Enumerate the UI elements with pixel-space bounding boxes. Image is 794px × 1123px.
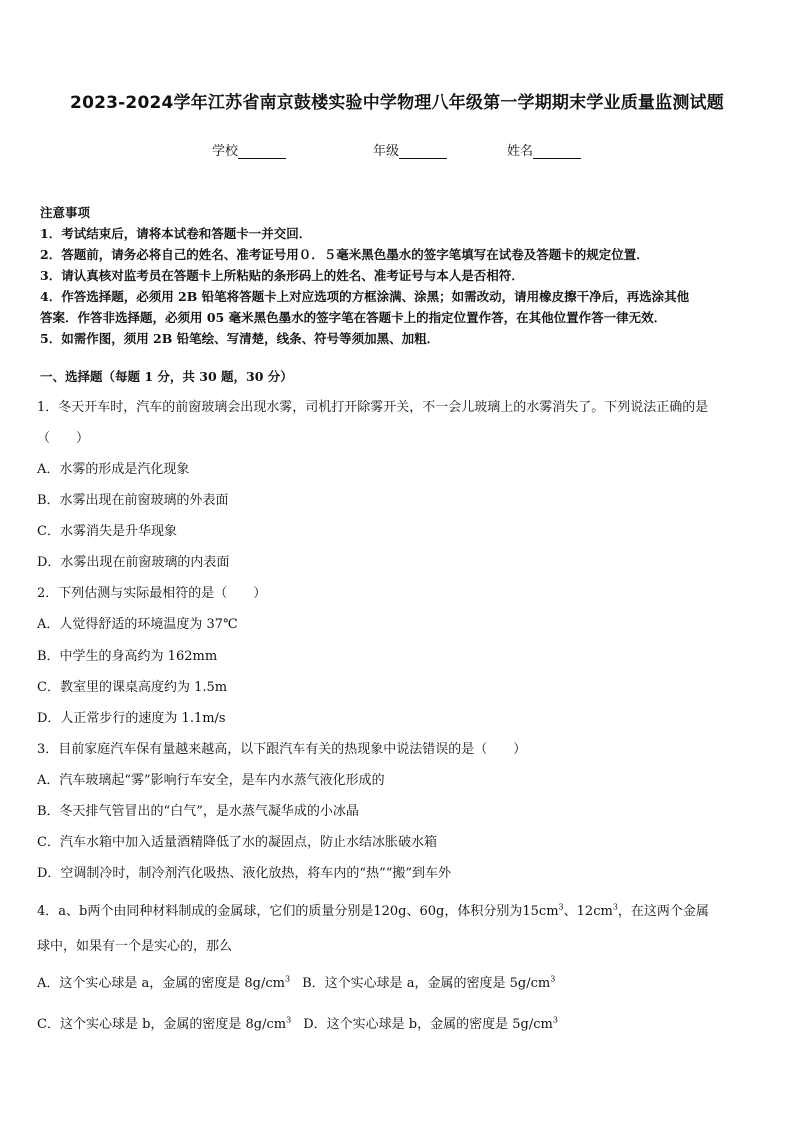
superscript-3: 3 <box>612 902 618 912</box>
q4-stem-part: ，体积分别为 <box>444 904 523 919</box>
superscript-3: 3 <box>558 902 564 912</box>
q4-stem <box>37 900 709 919</box>
q2-option-d: D．人正常步行的速度为 1.1m/s <box>37 711 226 726</box>
q2-option-b: B．中学生的身高约为 162mm <box>37 649 218 664</box>
exam-title: 2023-2024学年江苏省南京鼓楼实验中学物理八年级第一学期期末学业质量监测试题 <box>70 93 724 113</box>
q2-stem: 2．下列估测与实际最相符的是（ ） <box>37 586 267 601</box>
school-label: 学校 <box>212 144 239 159</box>
instruction-item: 5．如需作图，须用 2B 铅笔绘、写清楚，线条、符号等须加黑、加粗． <box>40 331 440 346</box>
q4-sep: 、 <box>563 904 577 919</box>
grade-field <box>373 140 447 159</box>
section-heading: 一、选择题（每题 1 分，共 30 题，30 分） <box>40 369 293 384</box>
name-blank <box>533 144 581 159</box>
q3-stem: 3．目前家庭汽车保有量越来越高，以下跟汽车有关的热现象中说法错误的是（ ） <box>37 742 527 757</box>
q1-option-d: D．水雾出现在前窗玻璃的内表面 <box>37 555 230 570</box>
superscript-3: 3 <box>286 1015 292 1025</box>
q4-options-row-1 <box>37 972 555 991</box>
q4-stem-part: 4．a、b两个由同种材料制成的金属球，它们的质量分别是 <box>37 904 374 919</box>
instruction-item: 4．作答选择题，必须用 2B 铅笔将答题卡上对应选项的方框涂满、涂黑；如需改动，请用橡皮擦干净后，再选涂其他 <box>40 289 690 304</box>
instructions <box>40 202 760 349</box>
grade-label: 年级 <box>373 144 400 159</box>
instruction-item: 3．请认真核对监考员在答题卡上所粘贴的条形码上的姓名、准考证号与本人是否相符． <box>40 268 524 283</box>
q4-option-b: B．这个实心球是 a，金属的密度是 5g/cm <box>302 976 551 991</box>
q3-option-a: A．汽车玻璃起“雾”影响行车安全，是车内水蒸气液化形成的 <box>37 773 385 788</box>
q4-volume-a: 15cm <box>522 904 559 919</box>
q4-options-row-2 <box>37 1013 558 1032</box>
q4-option-c: C．这个实心球是 b，金属的密度是 8g/cm <box>37 1017 287 1032</box>
q2-option-c: C．教室里的课桌高度约为 1.5m <box>37 680 228 695</box>
school-blank <box>238 144 286 159</box>
superscript-3: 3 <box>550 974 556 984</box>
grade-blank <box>399 144 447 159</box>
q1-option-b: B．水雾出现在前窗玻璃的外表面 <box>37 493 229 508</box>
q1-stem: 1．冬天开车时，汽车的前窗玻璃会出现水雾，司机打开除雾开关，不一会儿玻璃上的水雾消失了。下列说法正确的是 <box>37 400 709 415</box>
school-field <box>212 140 286 159</box>
instruction-item: 2．答题前，请务必将自己的姓名、准考证号用０．５毫米黑色墨水的签字笔填写在试卷及答题卡的规定位置． <box>40 247 649 262</box>
q4-stem-part: ，在这两个金属 <box>617 904 709 919</box>
q4-mass-b: 60g <box>419 904 445 919</box>
instructions-heading: 注意事项 <box>40 205 91 220</box>
q2-option-a: A．人觉得舒适的环境温度为 37℃ <box>37 617 238 632</box>
q4-volume-b: 12cm <box>576 904 613 919</box>
q4-mass-a: 120g <box>373 904 407 919</box>
q4-sep: 、 <box>406 904 420 919</box>
q4-stem-cont: 球中，如果有一个是实心的，那么 <box>37 939 233 954</box>
student-info-row <box>0 140 794 160</box>
instruction-item: 答案．作答非选择题，必须用 05 毫米黑色墨水的签字笔在答题卡上的指定位置作答，在其他位置作答一律无效． <box>40 310 667 325</box>
name-label: 姓名 <box>507 144 534 159</box>
q3-option-d: D．空调制冷时，制冷剂汽化吸热、液化放热，将车内的“热”“搬”到车外 <box>37 866 452 881</box>
superscript-3: 3 <box>284 974 291 984</box>
q1-option-c: C．水雾消失是升华现象 <box>37 524 177 539</box>
q3-option-c: C．汽车水箱中加入适量酒精降低了水的凝固点，防止水结冰胀破水箱 <box>37 835 437 850</box>
instruction-item: 1．考试结束后，请将本试卷和答题卡一并交回． <box>40 226 312 241</box>
q1-paren: （ ） <box>37 431 90 446</box>
q3-option-b: B．冬天排气管冒出的“白气”，是水蒸气凝华成的小冰晶 <box>37 804 359 819</box>
q4-option-d: D．这个实心球是 b，金属的密度是 5g/cm <box>303 1017 553 1032</box>
q1-option-a: A．水雾的形成是汽化现象 <box>37 462 190 477</box>
superscript-3: 3 <box>552 1015 558 1025</box>
name-field <box>507 140 581 159</box>
q4-option-a: A．这个实心球是 a，金属的密度是 8g/cm <box>37 976 285 991</box>
